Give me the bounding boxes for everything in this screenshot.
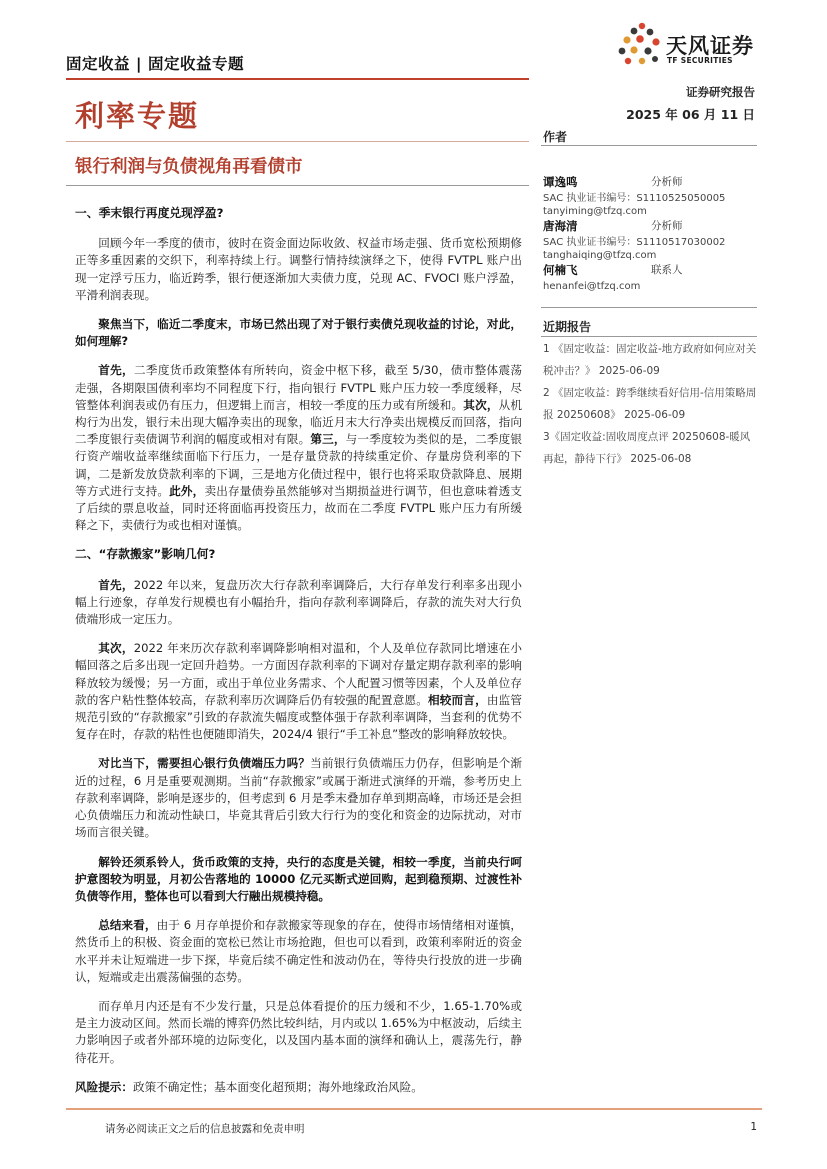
footer-divider bbox=[66, 1108, 762, 1110]
brand-name: 天风证券 bbox=[666, 34, 754, 58]
author-entry bbox=[543, 264, 757, 293]
author-entry bbox=[543, 220, 757, 262]
lead-text: 总结来看， bbox=[98, 918, 157, 933]
paragraph bbox=[75, 755, 522, 841]
author-name: 谭逸鸣 bbox=[543, 175, 578, 189]
paragraph bbox=[75, 577, 522, 629]
recent-report-item[interactable]: 2 《固定收益：跨季继续看好信用-信用策略周报 20250608》 2025-06-09 bbox=[543, 387, 757, 421]
risk-paragraph bbox=[75, 1079, 522, 1096]
page-title: 利率专题 bbox=[75, 99, 200, 133]
recent-reports-heading: 近期报告 bbox=[543, 320, 592, 334]
report-body bbox=[75, 205, 522, 1108]
paragraph bbox=[75, 362, 522, 534]
page-number: 1 bbox=[750, 1121, 757, 1133]
report-category: 固定收益 | 固定收益专题 bbox=[66, 55, 244, 73]
author-cert: SAC 执业证书编号：S1110517030002 bbox=[543, 237, 726, 248]
body-text: 从机构行为出发，银行未出现大幅净卖出的现象，临近月末大行净卖出规模反而回落，指向二季度银行卖债调节利润的幅度或相对有限。 bbox=[75, 397, 522, 447]
paragraph bbox=[75, 640, 522, 743]
report-date: 2025 年 06 月 11 日 bbox=[626, 107, 755, 122]
body-text: 卖出存量债券虽然能够对当期损益进行调节，但也意味着透支了后续的票息收益，同时还将面临再投资压力，故而在二季度 FVTPL 账户压力有所缓释之下，卖债行为或也相对谨慎。 bbox=[75, 483, 522, 533]
body-text: 由于 6 月存单提价和存款搬家等现象的存在，使得市场情绪相对谨慎，然货币上的积极、资金面的宽松已然让市场抢跑，但也可以看到，政策利率附近的资金水平并未让短端进一步下探，毕竟后续不确定性和波动仍在，等待央行投放的进一步确认，短端或走出震荡偏强的态势。 bbox=[75, 918, 522, 984]
body-text: 政策不确定性；基本面变化超预期；海外地缘政治风险。 bbox=[132, 1079, 423, 1094]
body-text: 二季度货币政策整体有所转向，资金中枢下移，截至 5/30，债市整体震荡走强，各期限国债利率均不同程度下行，指向银行 FVTPL 账户压力较一季度缓释，尽管整体利润表或仍有压力，但逻辑上而言，相较一季度的压力或有所缓和。 bbox=[75, 363, 522, 412]
bold-paragraph: 解铃还须系铃人，货币政策的支持，央行的态度是关键，相较一季度，当前央行呵护意图较为明显，月初公告落地的 10000 亿元买断式逆回购，起到稳预期、过渡性补负债等作用，整体也可以看到大行融出规模持稳。 bbox=[75, 854, 522, 903]
lead-text: 风险提示： bbox=[75, 1079, 133, 1094]
subtitle-divider bbox=[66, 185, 529, 186]
body-text: 当前银行负债端压力仍存，但影响是个渐近的过程，6 月是重要观测期。当前“存款搬家”或属于渐进式演绎的开端，参考历史上存款利率调降，影响是逐步的，但考虑到 6 月是季末叠加存单到期高峰，市场还是会担心负债端压力和流动性缺口，毕竟其背后引致大行行为的变化和资金的边际扰动，对市场而言很关键。 bbox=[75, 756, 522, 840]
author-name: 何楠飞 bbox=[543, 263, 578, 277]
paragraph: 回顾今年一季度的债市，彼时在资金面边际收敛、权益市场走强、货币宽松预期修正等多重因素的交织下，利率持续上行。调整行情持续演绎之下，使得 FVTPL 账户出现一定浮亏压力，临近跨季，银行便逐渐加大卖债力度，兑现 AC、FVOCI 账户浮盈，平滑利润表现。 bbox=[75, 236, 522, 302]
author-email[interactable]: tanyiming@tfzq.com bbox=[543, 206, 647, 217]
header-divider bbox=[66, 78, 529, 80]
footer-disclaimer: 请务必阅读正文之后的信息披露和免责申明 bbox=[105, 1123, 305, 1135]
paragraph bbox=[75, 316, 522, 350]
author-name: 唐海清 bbox=[543, 219, 578, 233]
author-cert: SAC 执业证书编号：S1110525050005 bbox=[543, 193, 726, 204]
recent-reports-list bbox=[543, 338, 757, 470]
paragraph bbox=[75, 854, 522, 906]
bold-question: 聚焦当下，临近二季度末，市场已然出现了对于银行卖债兑现收益的讨论，对此，如何理解? bbox=[75, 317, 522, 349]
body-text: 2022 年以来，复盘历次大行存款利率调降后，大行存单发行利率多出现小幅上行迹象，存单发行规模也有小幅抬升，指向存款利率调降后，存款的流失对大行负债端形成一定压力。 bbox=[75, 577, 522, 627]
authors-divider bbox=[541, 145, 757, 146]
section-heading-1: 一、季末银行再度兑现浮盈? bbox=[75, 206, 224, 220]
body-text: 与一季度较为类似的是，二季度银行资产端收益率继续面临下行压力，一是存量贷款的持续重定价、存量房贷利率的下调，二是新发放贷款利率的下调，三是地方化债过程中，银行也将采取贷款降息、展期等方式进行支持。 bbox=[75, 432, 522, 498]
authors-heading: 作者 bbox=[543, 130, 568, 144]
author-role: 联系人 bbox=[651, 264, 683, 276]
body-text: 2022 年来历次存款利率调降影响相对温和，个人及单位存款同比增速在小幅回落之后多出现一定回升趋势。一方面因存款利率的下调对存量定期存款利率的影响释放较为缓慢；另一方面，或出于单位业务需求、个人配置习惯等因素，个人及单位存款的客户粘性整体较高，存款利率历次调降后仍有较强的配置意愿。 bbox=[75, 641, 522, 707]
title-divider bbox=[66, 141, 529, 142]
section-heading-2: 二、“存款搬家”影响几何? bbox=[75, 547, 216, 562]
brand-subname: TF SECURITIES bbox=[667, 56, 733, 65]
author-role: 分析师 bbox=[651, 176, 683, 188]
lead-text: 首先， bbox=[98, 577, 134, 592]
lead-text: 首先， bbox=[98, 363, 134, 378]
recent-report-item[interactable]: 3《固定收益:固收周度点评 20250608-暖风再起，静待下行》 2025-06-08 bbox=[543, 431, 751, 465]
lead-text: 其次， bbox=[98, 641, 134, 656]
paragraph: 而存单月内还是有不少发行量，只是总体看提价的压力缓和不少，1.65-1.70%或是主力波动区间。然而长端的博弈仍然比较纠结，月内或以 1.65%为中枢波动，后续主力影响因子或者外部环境的边际变化，以及国内基本面的演绎和确认上，震荡先行，静待花开。 bbox=[75, 998, 522, 1065]
author-entry bbox=[543, 176, 757, 218]
lead-text: 其次， bbox=[463, 397, 499, 412]
report-type: 证券研究报告 bbox=[686, 85, 755, 99]
recent-report-item[interactable]: 1 《固定收益：固定收益-地方政府如何应对关税冲击？》 2025-06-09 bbox=[543, 343, 757, 377]
report-subtitle: 银行利润与负债视角再看债市 bbox=[75, 157, 303, 177]
recent-top-divider bbox=[541, 307, 757, 308]
lead-text: 相较而言， bbox=[428, 692, 487, 707]
body-text: 由监管规范引致的“存款搬家”引致的存款流失幅度或整体强于存款利率调降，当套利的优势不复存在时，存款的粘性也便随即消失，2024/4 银行“手工补息”整改的影响释放较快。 bbox=[75, 692, 522, 742]
author-role: 分析师 bbox=[651, 220, 683, 232]
author-email[interactable]: henanfei@tfzq.com bbox=[543, 281, 641, 292]
lead-text: 第三， bbox=[310, 432, 346, 447]
paragraph bbox=[75, 917, 522, 986]
author-email[interactable]: tanghaiqing@tfzq.com bbox=[543, 250, 657, 261]
lead-text: 对比当下，需要担心银行负债端压力吗？ bbox=[98, 756, 311, 771]
lead-text: 此外， bbox=[169, 483, 205, 498]
recent-divider bbox=[541, 336, 757, 337]
